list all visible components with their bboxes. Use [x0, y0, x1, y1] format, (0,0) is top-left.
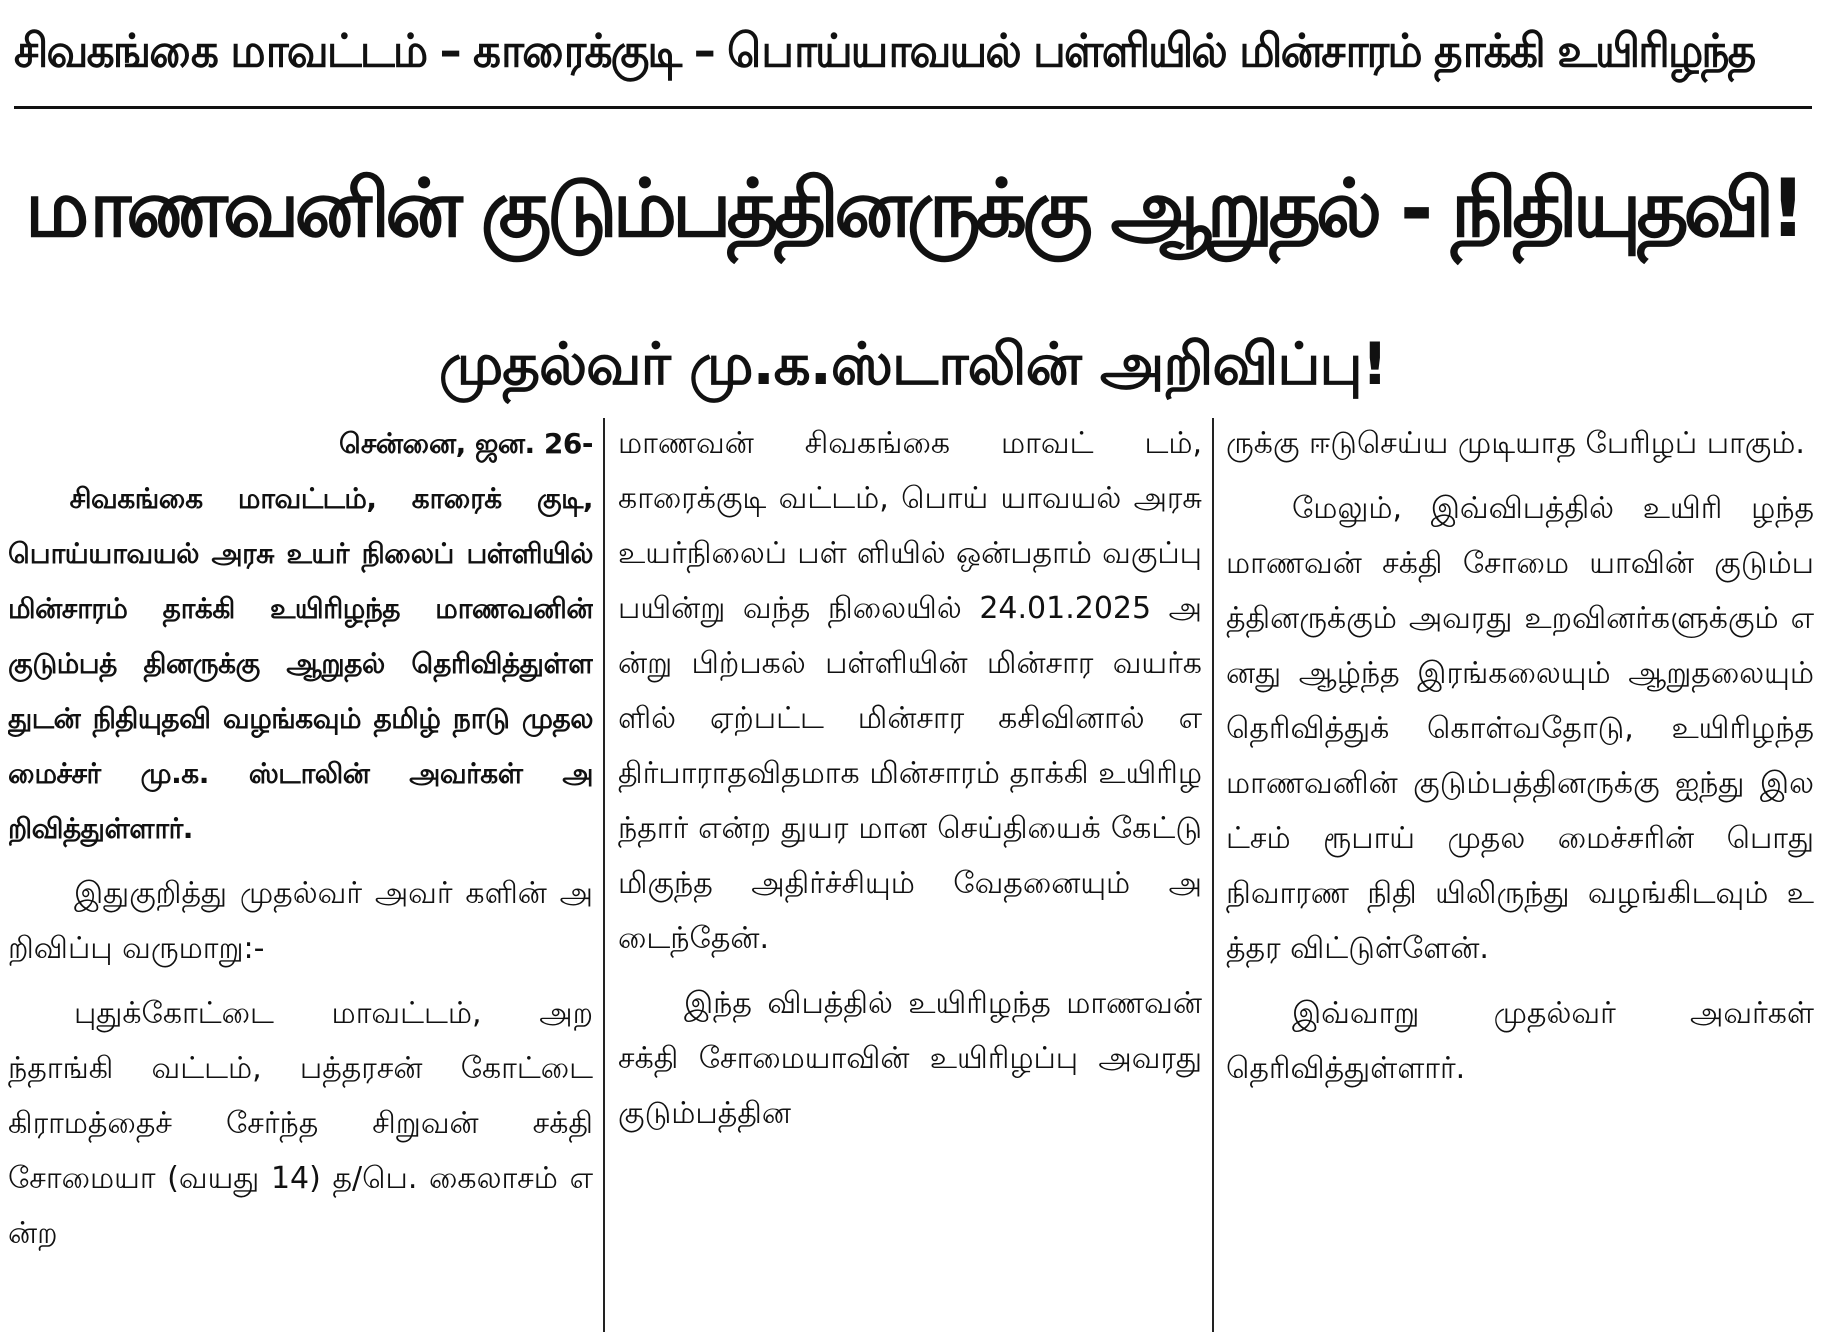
article-body [0, 416, 1826, 1334]
paragraph-3: மாணவன் சிவகங்கை மாவட் டம், காரைக்குடி வட்டம், பொய் யாவயல் அரசு உயர்நிலைப் பள் ளியில் ஒன்பதாம் வகுப்பு பயின்று வந்த நிலையில் 24.01.2025 அன்று பிற்பகல் பள்ளியின் மின்சார வயர்களில் ஏற்பட்ட மின்சார கசிவினால் எதிர்பாராதவிதமாக மின்சாரம் தாக்கி உயிரிழந்தார் என்ற துயர மான செய்தியைக் கேட்டு மிகுந்த அதிர்ச்சியும் வேதனையும் அடைந்தேன். [618, 426, 1202, 956]
column-3 [1226, 416, 1814, 1334]
lead-paragraph [8, 416, 593, 856]
paragraph-5: ருக்கு ஈடுசெய்ய முடியாத பேரிழப் பாகும். [1226, 426, 1805, 461]
paragraph-4: இந்த விபத்தில் உயிரிழந்த மாணவன் சக்தி சோமையாவின் உயிரிழப்பு அவரது குடும்பத்தின [618, 986, 1202, 1131]
column-2 [618, 416, 1202, 1334]
dateline: சென்னை, ஜன. 26- [339, 427, 593, 460]
headline: மாணவனின் குடும்பத்தினருக்கு ஆறுதல் - நிதியுதவி! [24, 162, 1802, 255]
column-divider-2 [1212, 418, 1214, 1332]
paragraph-1: இதுகுறித்து முதல்வர் அவர் களின் அறிவிப்பு வருமாறு:- [8, 876, 593, 966]
deck-subheadline: முதல்வர் மு.க.ஸ்டாலின் அறிவிப்பு! [438, 330, 1388, 398]
paragraph-6: மேலும், இவ்விபத்தில் உயிரி ழந்த மாணவன் சக்தி சோமை யாவின் குடும்பத்தினருக்கும் அவரது உறவினர்களுக்கும் எனது ஆழ்ந்த இரங்கலையும் ஆறுதலையும் தெரிவித்துக் கொள்வதோடு, உயிரிழந்த மாணவனின் குடும்பத்தினருக்கு ஐந்து இலட்சம் ரூபாய் முதல மைச்சரின் பொது நிவாரண நிதி யிலிருந்து வழங்கிடவும் உத்தர விட்டுள்ளேன். [1226, 491, 1814, 966]
paragraph-7: இவ்வாறு முதல்வர் அவர்கள் தெரிவித்துள்ளார். [1226, 996, 1814, 1086]
kicker-line: சிவகங்கை மாவட்டம் – காரைக்குடி – பொய்யாவயல் பள்ளியில் மின்சாரம் தாக்கி உயிரிழந்த [14, 24, 1755, 79]
paragraph-2: புதுக்கோட்டை மாவட்டம், அறந்தாங்கி வட்டம், பத்தரசன் கோட்டை கிராமத்தைச் சேர்ந்த சிறுவன் சக்தி சோமையா (வயது 14) த/பெ. கைலாசம் என்ற [8, 996, 593, 1251]
column-divider-1 [603, 418, 605, 1332]
column-1 [8, 416, 593, 1334]
lead-text: சிவகங்கை மாவட்டம், காரைக் குடி, பொய்யாவயல் அரசு உயர் நிலைப் பள்ளியில் மின்சாரம் தாக்கி உயிரிழந்த மாணவனின் குடும்பத் தினருக்கு ஆறுதல் தெரிவித்துள்ள துடன் நிதியுதவி வழங்கவும் தமிழ் நாடு முதலமைச்சர் மு.க. ஸ்டாலின் அவர்கள் அறிவித்துள்ளார். [8, 482, 593, 845]
